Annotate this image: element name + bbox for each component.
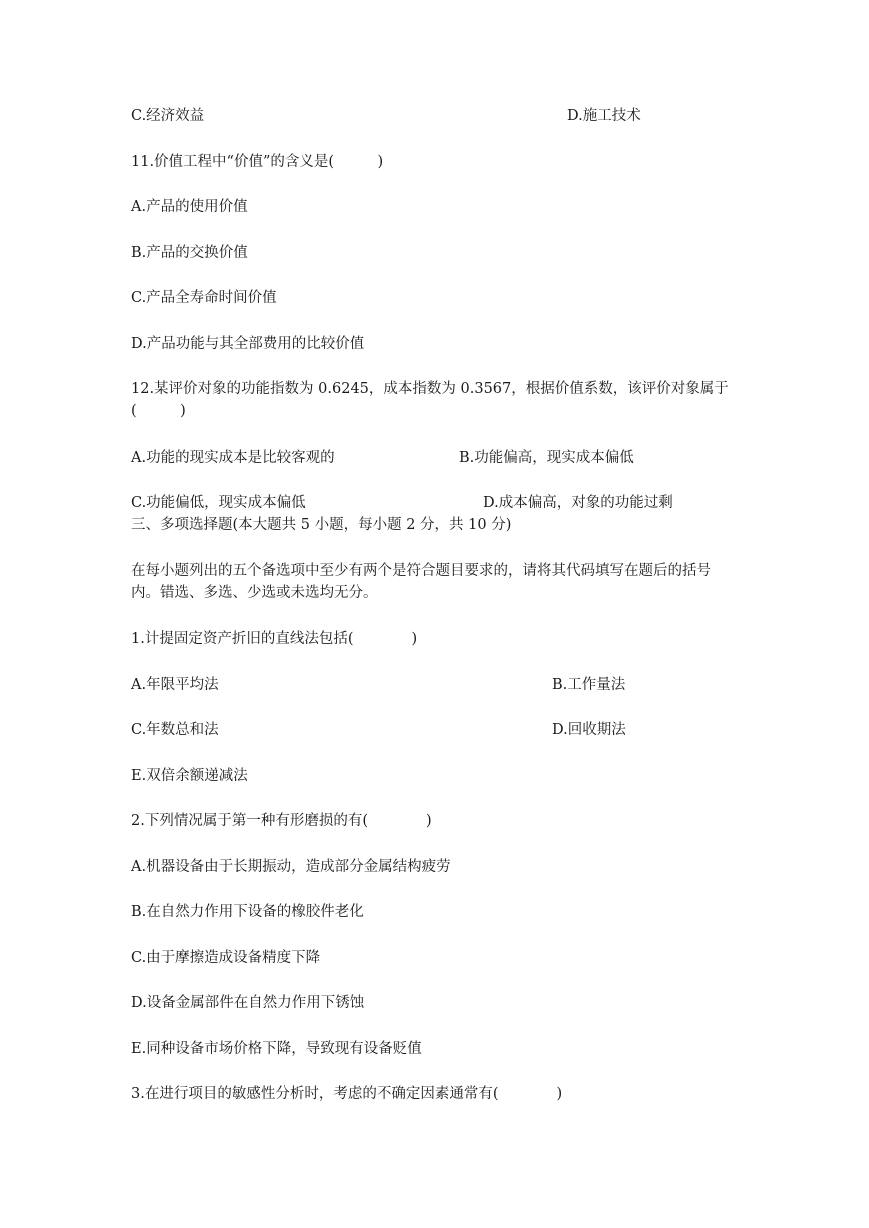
option-b: B.功能偏高，现实成本偏低 (459, 450, 634, 466)
option-d: D.成本偏高，对象的功能过剩 (483, 495, 673, 511)
option-d: D.产品功能与其全部费用的比较价值 (131, 336, 365, 352)
question-stem: 1.计提固定资产折旧的直线法包括( ) (131, 631, 418, 647)
question-stem: 11.价值工程中“价值”的含义是( ) (131, 154, 384, 170)
option-d: D.设备金属部件在自然力作用下锈蚀 (131, 995, 365, 1011)
option-e: E.同种设备市场价格下降，导致现有设备贬值 (131, 1041, 422, 1057)
option-d: D.回收期法 (552, 722, 626, 738)
option-c: C.由于摩擦造成设备精度下降 (131, 950, 321, 966)
option-e: E.双倍余额递减法 (131, 768, 248, 784)
section-heading: 三、多项选择题(本大题共 5 小题，每小题 2 分，共 10 分) (131, 517, 512, 533)
option-a: A.产品的使用价值 (131, 199, 248, 215)
option-b: B.工作量法 (552, 677, 626, 693)
option-a: A.机器设备由于长期振动，造成部分金属结构疲劳 (131, 859, 451, 875)
question-stem: 3.在进行项目的敏感性分析时，考虑的不确定因素通常有( ) (131, 1086, 563, 1102)
option-b: B.在自然力作用下设备的橡胶件老化 (131, 904, 364, 920)
option-a: A.年限平均法 (131, 677, 219, 693)
section-instructions: 在每小题列出的五个备选项中至少有两个是符合题目要求的，请将其代码填写在题后的括号 (131, 563, 711, 579)
option-c: C.年数总和法 (131, 722, 219, 738)
option-b: B.产品的交换价值 (131, 245, 248, 261)
question-stem: 2.下列情况属于第一种有形磨损的有( ) (131, 813, 432, 829)
answer-bracket: ( ) (131, 403, 186, 419)
option-a: A.功能的现实成本是比较客观的 (131, 450, 335, 466)
option-c: C.功能偏低，现实成本偏低 (131, 495, 306, 511)
section-instructions: 内。错选、多选、少选或未选均无分。 (131, 585, 378, 601)
option-c: C.经济效益 (131, 108, 205, 124)
question-stem: 12.某评价对象的功能指数为 0.6245，成本指数为 0.3567，根据价值系数，该评价对象属于 (131, 381, 729, 397)
option-d: D.施工技术 (567, 108, 641, 124)
option-c: C.产品全寿命时间价值 (131, 290, 277, 306)
